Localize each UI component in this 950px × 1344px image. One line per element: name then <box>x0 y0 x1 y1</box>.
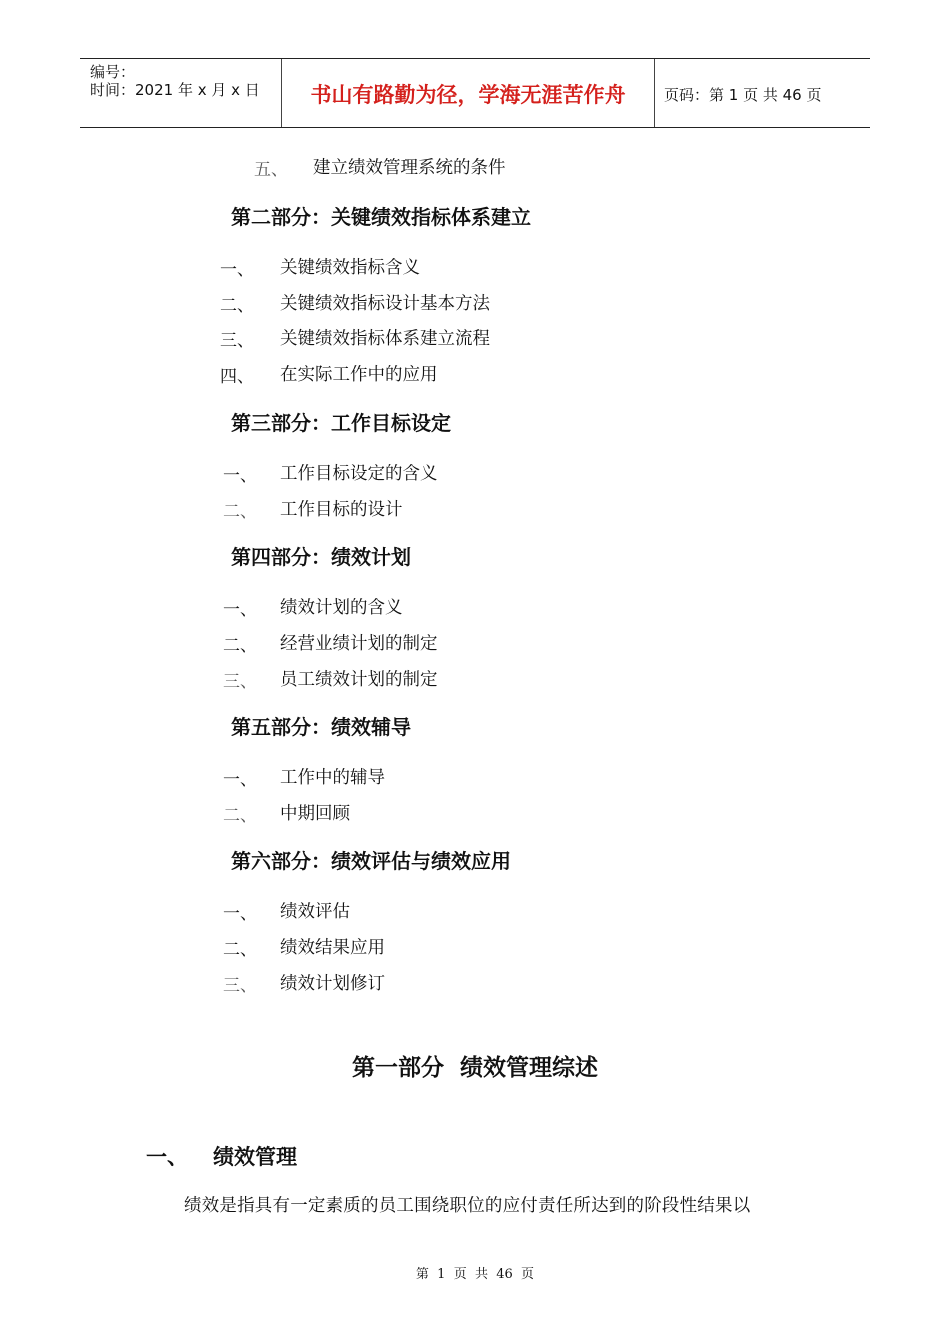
section-number: 一、 <box>146 1145 188 1169</box>
toc-part-title: 第六部分：绩效评估与绩效应用 <box>231 849 511 873</box>
toc-item-number: 二、 <box>223 502 257 522</box>
toc-item-text: 关键绩效指标设计基本方法 <box>280 294 490 314</box>
document-code-label: 编号： <box>90 63 136 81</box>
toc-item-text: 关键绩效指标体系建立流程 <box>280 329 490 349</box>
page-footer: 第 1 页 共 46 页 <box>415 1267 535 1282</box>
document-header <box>80 58 870 128</box>
toc-item-text: 工作目标设定的含义 <box>280 464 438 484</box>
toc-item-number: 一、 <box>223 466 257 486</box>
toc-part-title: 第四部分：绩效计划 <box>231 545 411 569</box>
header-motto-cell <box>282 59 655 127</box>
toc-item-text: 绩效结果应用 <box>280 938 385 958</box>
toc-item-text: 工作中的辅导 <box>280 768 385 788</box>
section-title: 绩效管理 <box>213 1145 297 1169</box>
toc-item-number: 二、 <box>223 636 257 656</box>
toc-item-number: 二、 <box>223 940 257 960</box>
header-page-cell <box>656 59 870 127</box>
toc-item-number: 一、 <box>223 770 257 790</box>
toc-item-text: 绩效计划的含义 <box>280 598 403 618</box>
toc-item-number: 三、 <box>223 672 257 692</box>
toc-item-number: 二、 <box>223 806 257 826</box>
toc-item-text: 工作目标的设计 <box>280 500 403 520</box>
body-paragraph: 绩效是指具有一定素质的员工围绕职位的应付责任所达到的阶段性结果以 <box>184 1196 751 1216</box>
toc-part-title: 第三部分：工作目标设定 <box>231 411 451 435</box>
toc-item-number: 一、 <box>223 904 257 924</box>
document-time-label: 时间：2021 年 x 月 x 日 <box>90 81 260 99</box>
toc-item-text: 中期回顾 <box>280 804 350 824</box>
toc-item-number: 一、 <box>223 600 257 620</box>
toc-item-number: 一、 <box>220 260 254 280</box>
toc-item-text: 建立绩效管理系统的条件 <box>313 158 506 178</box>
toc-item-number: 五、 <box>254 160 288 180</box>
toc-item-text: 员工绩效计划的制定 <box>280 670 438 690</box>
toc-item-text: 绩效计划修订 <box>280 974 385 994</box>
header-motto: 书山有路勤为径，学海无涯苦作舟 <box>310 83 626 107</box>
toc-item-text: 在实际工作中的应用 <box>280 365 438 385</box>
header-meta-cell <box>80 59 282 127</box>
toc-item-text: 关键绩效指标含义 <box>280 258 420 278</box>
toc-item-number: 三、 <box>223 976 257 996</box>
toc-item-text: 绩效评估 <box>280 902 350 922</box>
toc-item-number: 三、 <box>220 331 254 351</box>
toc-item-text: 经营业绩计划的制定 <box>280 634 438 654</box>
toc-item-number: 四、 <box>220 367 254 387</box>
toc-part-title: 第二部分：关键绩效指标体系建立 <box>231 205 531 229</box>
toc-item-number: 二、 <box>220 296 254 316</box>
header-page-info: 页码：第 1 页 共 46 页 <box>664 86 822 104</box>
part-one-title: 第一部分 绩效管理综述 <box>351 1055 598 1081</box>
toc-part-title: 第五部分：绩效辅导 <box>231 715 411 739</box>
